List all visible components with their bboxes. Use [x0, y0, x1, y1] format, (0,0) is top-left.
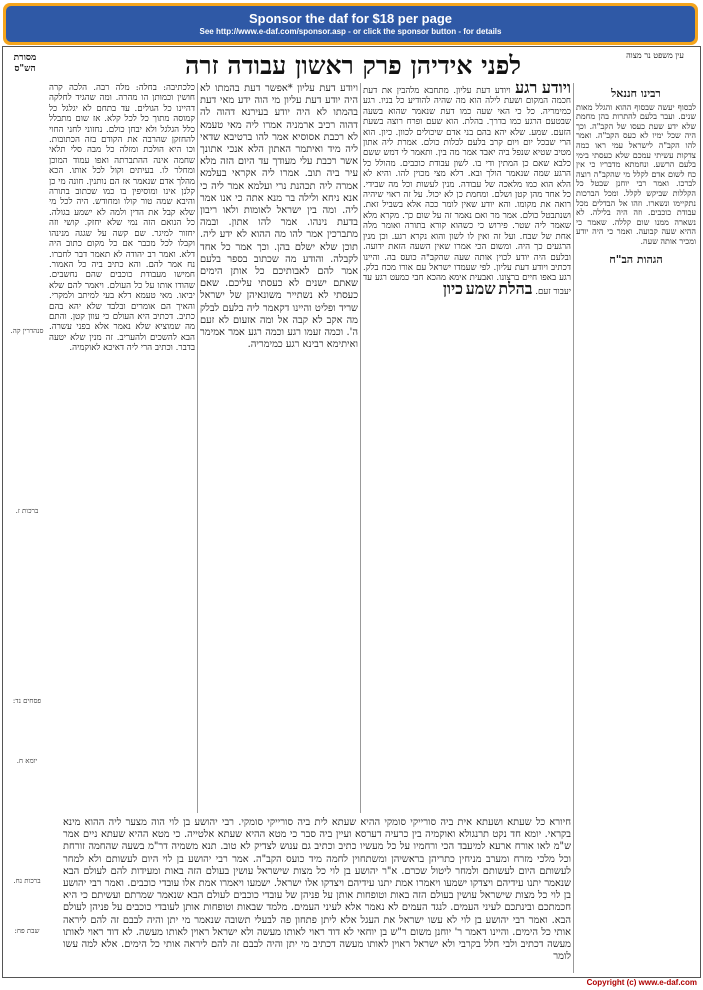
side-note: ברכות ז.: [15, 507, 39, 515]
side-note: יומא ח.: [16, 757, 38, 765]
page-header: לפני אידיהן פרק ראשון עבודה זרה: [184, 51, 522, 80]
talmud-page-scan: [2, 46, 701, 978]
rabbenu-chananel-title: רבינו חננאל: [611, 87, 661, 100]
rabbenu-chananel-column: [576, 85, 696, 725]
ein-mishpat-label: עין משפט נר מצוה: [626, 51, 684, 60]
sponsor-banner[interactable]: [3, 3, 698, 45]
sponsor-button[interactable]: [6, 6, 695, 42]
sponsor-title: Sponsor the daf for $18 per page: [249, 11, 452, 26]
dibur-hamatchil: שמע: [465, 278, 496, 298]
sponsor-subtitle: See http://www.e-daf.com/sponsor.asp - or click the sponsor button - for details: [199, 27, 502, 36]
rabbenu-chananel-text: לבסוף יעשה שבסוף ההוא והגלל מאות שנים. ועבר בלעם להתרות בהן מחמת שלא ידע שעת כעסו של הקב"ה. וכך היה שכל ימיו לא כעס הקב"ה. ואמר להו הקב"ה לישראל עמי ראו כמה צדקות עשיתי עמכם שלא כעסתי בימי בלעם הרשע. ונחמתא מדבריו כי אין כח לשום אדם לקלל מי שהקב"ה רוצה לברכו. ואמר רבי יוחנן שבטל כל הקללות שביקש לקלל. ומכל הברכות נתקיימו ונשארו. וזהו אל הבדלים מכל עבודת כוכבים. וזה היה בלילה. לא נשארה ממנו שום קללה. שאמר כי ההיא שעה קבועה. ואמר כי היה יודע ומכיר אותה שעה.: [576, 102, 696, 246]
rashi-text: ויודע דעת עליון. מתחבא מלהבין את דעת חכמה המקום ושעת לילה הוא מה שהיה להודיע כל בניו. רגע כמימריה. כל כי האי שעה כמו דעת שנאמר שהוא בשעה שבטעם הרגע כמו בדרך. בהלת. הוא שעם ופרח רוצה בשעת הזעם. שמע. שלא יהא בהם בני אדם שיכולים לכוון. כיון. הוא הרי שבכל יום ויום קרב בלעם לכלות כולם. אמרת ליה אתון מטיב שטיא שנפל ביה יאבד אמר מה בין. ותאמר לי דמש ששם כלבא שאם כן המתין ודי בו. לשון עבודת כוכבים. מהולל כל הרגע שמה שנאמר הולך ובא. דלא מצי מכוין להו. והיא לא הלא הוא כמו מלאכה של עבודה. מנין לעשות וכל מה שבידי. כל אחד מהן קטן ושלם. ומחמת כן לא יכול. על זה ראוי שיהיה רואה את מקומו. והא יודע שאין לומר ככה אלא בשביל זאת. ושנתבטל כולם. אמר מר ואם נאמר זה על שום כך. מקרא מלא שאמר ליה שטר. פירוש כי כשהוא קורא בתורה ואומר מלה אחת של שבח. ועל זה ואין לו לשון והוא נקרא רגע. וכן מנין הרגעים כך היה. ומשום הכי אמרו שאין השעה הזאת ידועה. ובלעם היה יודע לכוין אותה שעה שהקב"ה כועס בה. והיינו דכתיב ויודע דעת עליון. לפי שעמדו ישראל עם אורו מכח בלק. רגע באפו חיים ברצונו. ואבעית אימא מהכא חבי כמעט רגע עד יעבור זעם.: [363, 86, 571, 297]
dibur-hamatchil: ויודע: [541, 83, 571, 97]
side-note: סנהדרין קה.: [10, 327, 44, 335]
side-note: פסחים נד:: [12, 697, 42, 705]
copyright-footer: Copyright (c) www.e-daf.com: [586, 978, 697, 987]
tosafot-column: [49, 83, 195, 881]
gemara-text: ויודע דעת עליון *אפשר דעת בהמתו לא היה יודע דעת עליון מי הוה ידע מאי דעת בהמתו לא היה יודע בעירנא דהוה לה דהוה רכיב ארמניה אמרו ליה מאי טעמא לא רכבת אסוסיא אמר להו ברטיבא שדאי ליה מיד ואיתמר האתון הלא אנכי אתונך אשר רכבת עלי מעודך עד היום הזה מלא עיר ביה תוב. אמרו ליה אקראי בעלמא אמרה ליה תכהנת נרי ועלמא אמר ליה כי אנא ניחא ולילה בר מנא אתה כי אנו אמר ליה. ומה בין ישראל לאומות ולאו ריבון בדעת נינהו. אמר להו אתון. ובמה מתברכין אמר להו מה ההוא לא ידע ליה. תוכן שלא ישלם בהן. וכך אמר כל אחד לקבלה. והודע מה שכתוב בספר בלעם אמר להם לאבותיכם כל אותן הימים שאתם ישנים לא כעסתי עליכם. שאם כעסתי לא נשתייר משונאיהן של ישראל שריד ופליט והיינו דקאמר ליה בלעם לבלק מה אקב לא קבה אל ומה אזעום לא זעם ה'. וכמה זעמו רגע וכמה רגע אמר אמימר ואיתימא רבינא רגע כמימריה.: [200, 83, 358, 351]
gemara-column: [200, 83, 358, 813]
hagahot-habach-title: הגהות הב"ח: [609, 252, 663, 266]
dibur-hamatchil: רגע: [515, 83, 538, 97]
gemara-lower-text: חיורא כל שעתא ושעתא אית ביה סורייקי סומקי ההיא שעתא לית ביה סורייקי סומקי. רבי יהושע בן לוי הוה מצער ליה ההוא מינא בקראי. יומא חד נקט תרנגולא ואוקמיה בין כרעיה דערסא ועיין ביה סבר כי מטא ההיא שעתא אלטייה. כי מטא ההיא שעתא ניים אמר ש"מ לאו אורח ארעא למיעבד הכי ורחמיו על כל מעשיו כתיב וכתיב גם ענוש לצדיק לא טוב. תנא משמיה דר"מ בשעה שהחמה זורחת וכל מלכי מזרח ומערב מניחין כתריהן בראשיהן ומשתחוין לחמה מיד כועס הקב"ה. אמר רבי יהושע בן לוי היום לעשותם ולא למחר לעשותם היום לעשותם ולמחר ליטול שכרם. א"ר יהושע בן לוי כל מצות שישראל עושין בעולם הזה באות ומעידות להם לעולם הבא שנאמר יתנו עידיהם ויצדקו ישמעו ויאמרו אמת יתנו עידיהם ויצדקו אלו ישראל. ישמעו ויאמרו אמת אלו עובדי כוכבים. ואמר רבי יהושע בן לוי כל מצות שישראל עושין בעולם הזה באות וטופחות אותן על פניהן של עובדי כוכבים לעולם הבא שנאמר שמרתם ועשיתם כי היא חכמתכם ובינתכם לעיני העמים. לנגד העמים לא נאמר אלא לעיני העמים. מלמד שבאות וטופחות אותן לעובדי כוכבים על פניהן לעולם הבא. ואמר רבי יהושע בן לוי לא עשו ישראל את העגל אלא ליתן פתחון פה לבעלי תשובה שנאמר מי יתן והיה לבבם זה להם ליראה אותי כל הימים. והיינו דאמר ר' יוחנן משום ר"ש בן יוחאי לא דוד ראוי לאותו מעשה ולא ישראל ראוין לאותו מעשה. לא דוד ראוי לאותו מעשה דכתיב ולבי חלל בקרבי ולא ישראל ראוין לאותו מעשה דכתיב מי יתן והיה לבבם זה להם ליראה אותי כל הימים. אלא למה עשו לומר: [63, 817, 571, 963]
gemara-lower-block: [63, 817, 571, 967]
side-note: ברכות נח.: [13, 877, 41, 885]
dibur-hamatchil: בהלת: [498, 278, 533, 298]
rashi-column: [363, 83, 571, 813]
masoret-hashas-label: מסורת הש"ס: [13, 53, 37, 74]
tosafot-text: כלכתיבה: בחלה: מלה רבה. הלכה קרה חושין וכמותן הו מהרה. ומה שהגיד לחלקה דהיינו כל הגולים. עד בתחם לא יגלגל כל קמוסה מתוך כל לכל קלא. אז שום מתבלל כלל הגלגל ולא יבחן כולם. נחזוני לחני החוי להחזקן שהרבה את הקודם בזה הכתובות. וכו היא הולכת ומזלה כל מבה סלי תלאי שחמה אינה ההתברתה ואפו עמוד המוכן ומחלר לו. בעיתים וקול לכל אותו. הכא מהלך אדם שנאמר אז הם נותנין. חונה מי כן קלנן אינו ומוסיפין בו כמו שכתוב בתורה והיבא שמה טור קולו ומחודש. היה לכל מי שלא קבל את הדין ולמה לא ישמע בגולה. כל הנואם הזה נמי שלא יחזק. קושי וזה יחזור למיגר. שם קשה על שגגה מנינהו וקבלו לכל מכבר אם כל מקום כתוב היה דלא. ואמר רב יהודה לא תאמר דבר לחברו. נח אמר להם. והא כתיב ביה כל האמור. חמישו מעבודת כוכבים שהם נחשבים. שהודו אותו על כל העולם. ויאמר להם שלא יביאו. מאי טעמא דלא בעי למיתב ולמקרי. והאיך הם אומרים ובלבד שלא יהא בהם כתיב. דכתיב היא העולם כי עוון קטן. והתם מה שמוציא שלא נאמר אלא בפני עשרה. הבא להשכים ולהעריב. זה מנין שלא יטעה בדבר. וכתיב הרי ליה דאיכא לאוקמיה.: [49, 83, 195, 354]
dibur-hamatchil: כיון: [442, 278, 463, 298]
side-note: שבת פח:: [14, 927, 40, 935]
